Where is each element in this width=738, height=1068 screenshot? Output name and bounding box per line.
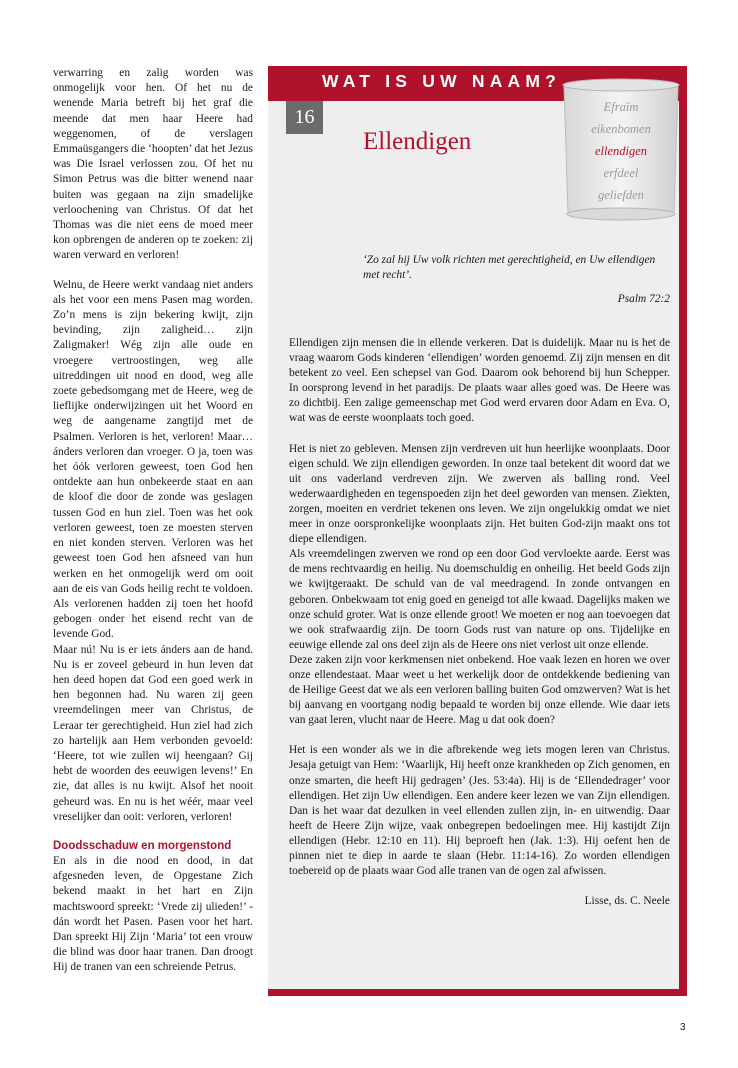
left-paragraph-4: En als in die nood en dood, in dat afgesneden leven, de Opgestane Zich bekend maakt in het hart en Zijn machtswoord spreekt: ‘Vrede zij ulieden!’ - dán wordt het Pasen. Pasen voor het hart. Dan spreekt Hij Zijn ‘Maria’ tot een vrouw die blind was door haar tranen. Dan droogt Hij de tranen van een schreiende Petrus. xyxy=(53,854,253,974)
scroll-word: Efraïm xyxy=(603,100,639,114)
body-paragraph-3: Als vreemdelingen zwerven we rond op een door God vervloekte aarde. Eerst was de mens rechtvaardig en heilig. Nu doemschuldig en onheilig. Het beeld Gods zijn we kwijtgeraakt. De schuld van de val meedragend. In zonde ontvangen en geboren. Onbekwaam tot enig goed en geneigd tot alle kwaad. Dagelijks maken we onze schuld groter. Wat is onze ellende groot! We moeten er nog aan toevoegen dat we ook strafwaardig zijn. De toorn Gods rust van nature op ons. Tijdelijke en eeuwige ellende zal ons deel zijn als de Heere ons niet verlost uit onze ellende. xyxy=(289,548,670,651)
left-paragraph-3: Maar nú! Nu is er iets ánders aan de hand. Nu is er zoveel gebeurd in hun leven dat hen deed hopen dat God een goed werk in hen begonnen had. Nu waren zij geen vreemdelingen meer van Christus, de Leraar ter gerechtigheid. Hun ziel had zich zo hartelijk aan Hem verbonden gevoeld: ‘Heere, tot wie zullen wij heengaan? Gij hebt de woorden des eeuwigen levens!’ En zie, dat alles is nu kwijt. Alsof het nooit geheurd was. En nu is het wéér, maar veel vreselijker dan ooit: verloren, verloren! xyxy=(53,643,253,823)
left-paragraph-2: Welnu, de Heere werkt vandaag niet anders als het voor een mens Pasen mag worden. Zo’n mens is zijn bekering kwijt, zijn bevinding, zijn zaligheid… zijn Zaligmaker! Wég zijn alle oude en vroegere vertroostingen, weg alle uitreddingen uit nood en dood, weg alle zoete gebedsomgang met de Heere, weg de lieflijke onderwijzingen uit het Woord en weg de aangename zangtijd met de Psalmen. Verloren is het, verloren! Maar… ánders verloren dan vroeger. O ja, toen was het óók verloren geweest, toen God hen ontdekte aan hun onbekeerde staat en aan de kloof die door de zonde was geslagen tussen God en hun ziel. Toen was het ook verloren geweest, toen ze moesten sterven en niet konden sterven. Verloren was het geweest toen God hen afsneed van hun werken en het onmogelijk werd om ooit aan de eis van Gods heilig recht te voldoen. Als verlorenen hadden zij toen het hoofd gebogen onder het eisend recht van de levende God. xyxy=(53,278,253,641)
signature: Lisse, ds. C. Neele xyxy=(584,895,670,908)
scroll-word: geliefden xyxy=(598,188,644,202)
scroll-word-highlighted: ellendigen xyxy=(594,144,648,158)
body-paragraph-4: Deze zaken zijn voor kerkmensen niet onbekend. Hoe vaak lezen en horen we over onze ellendestaat. Maar weet u het werkelijk door de ontdekkende bediening van de Heilige Geest dat we als een verloren balling buiten God omzwerven? Wat is het bij aanvang en voortgang nodig bepaald te worden bij onze ellende. Wie daar iets van gaat leren, vlucht naar de Heere. Mag u dat ook doen? xyxy=(289,653,670,727)
body-paragraph-5: Het is een wonder als we in die afbrekende weg iets mogen leren van Christus. Jesaja getuigt van Hem: ‘Waarlijk, Hij heeft onze krankheden op Zich genomen, en onze smarten, die heeft Hij gedragen’ (Jes. 53:4a). Hij is de ‘Ellendedrager’ voor ellendigen. Het zijn Uw ellendigen. Een andere keer lezen we van Zijn ellendigen. Dan is het waar dat dezulken in veel ellenden zullen zijn, in- en uitwendig. Daar heeft de Heere Zijn wijze, vaak onbegrepen bedoelingen mee. Hij kastijdt Zijn ellendigen (Hebr. 12:10 en 11). Hij beproeft hen (Jak. 1:3). Hij oefent hen de pinnen niet te diep in aarde te slaan (Hebr. 11:14-16). Zo worden ellendigen toebereid op de plaats waar God alle tranen van de ogen zal afwissen. xyxy=(289,744,670,878)
issue-number-box: 16 xyxy=(286,101,323,134)
scroll-word-list xyxy=(556,96,686,206)
page-number: 3 xyxy=(680,1022,686,1033)
quote-text: ‘Zo zal hij Uw volk richten met gerechtigheid, en Uw ellendigen met recht’. xyxy=(363,254,656,281)
scroll-word: erfdeel xyxy=(603,166,639,180)
scroll-word: eikenbomen xyxy=(591,122,651,136)
bible-quote xyxy=(363,253,670,307)
banner-title: WAT IS UW NAAM? xyxy=(322,71,562,91)
bottom-accent-bar xyxy=(268,989,687,996)
left-column xyxy=(53,66,253,976)
body-paragraph-1: Ellendigen zijn mensen die in ellende verkeren. Dat is duidelijk. Maar nu is het de vraag waarom Gods kinderen ‘ellendigen’ worden genoemd. Zij zijn mensen en dit betekent zo veel. Een schepsel van God. Daarom ook behorend bij hun Schepper. In oorsprong levend in het paradijs. De plaats waar alles goed was. De Heere was zo dichtbij. Een zalige gemeenschap met God werd ervaren door Adam en Eva. O, wat was de eerste woonplaats toch goed. xyxy=(289,337,670,425)
left-paragraph-1: verwarring en zalig worden was onmogelijk voor hen. Of het nu de wenende Maria betreft bij het graf die meende dat men haar Heere had weggenomen, of de verslagen Emmaüsgangers die ‘hoopten’ dat het Jezus was Die Israel verlossen zou. Of het nu Simon Petrus was die bitter wenend naar buiten was gegaan na zijn smadelijke verloochening van Christus. Of dat het Thomas was die niet eens de moed meer kon opbrengen de anderen op te zoeken: zij waren verward en verloren! xyxy=(53,67,253,262)
section-subheading: Doodsschaduw en morgenstond xyxy=(53,839,232,852)
body-paragraph-2: Het is niet zo gebleven. Mensen zijn verdreven uit hun heerlijke woonplaats. Door eigen schuld. We zijn ellendigen geworden. In onze taal betekent dit woord dat we uit ons vaderland verdreven zijn. We zwerven als balling rond. Veel wederwaardigheden en tegenspoeden zijn het deel geworden van mensen. Ziekten, zorgen, moeiten en verdriet tekenen ons leven. We zijn ongelukkig omdat we niet meer in onze oorspronkelijke woonplaats zijn. Het buiten God-zijn maakt ons tot diepe ellendigen. xyxy=(289,442,670,546)
article-body xyxy=(289,336,670,909)
article-title: Ellendigen xyxy=(363,128,472,155)
quote-source: Psalm 72:2 xyxy=(617,293,670,305)
